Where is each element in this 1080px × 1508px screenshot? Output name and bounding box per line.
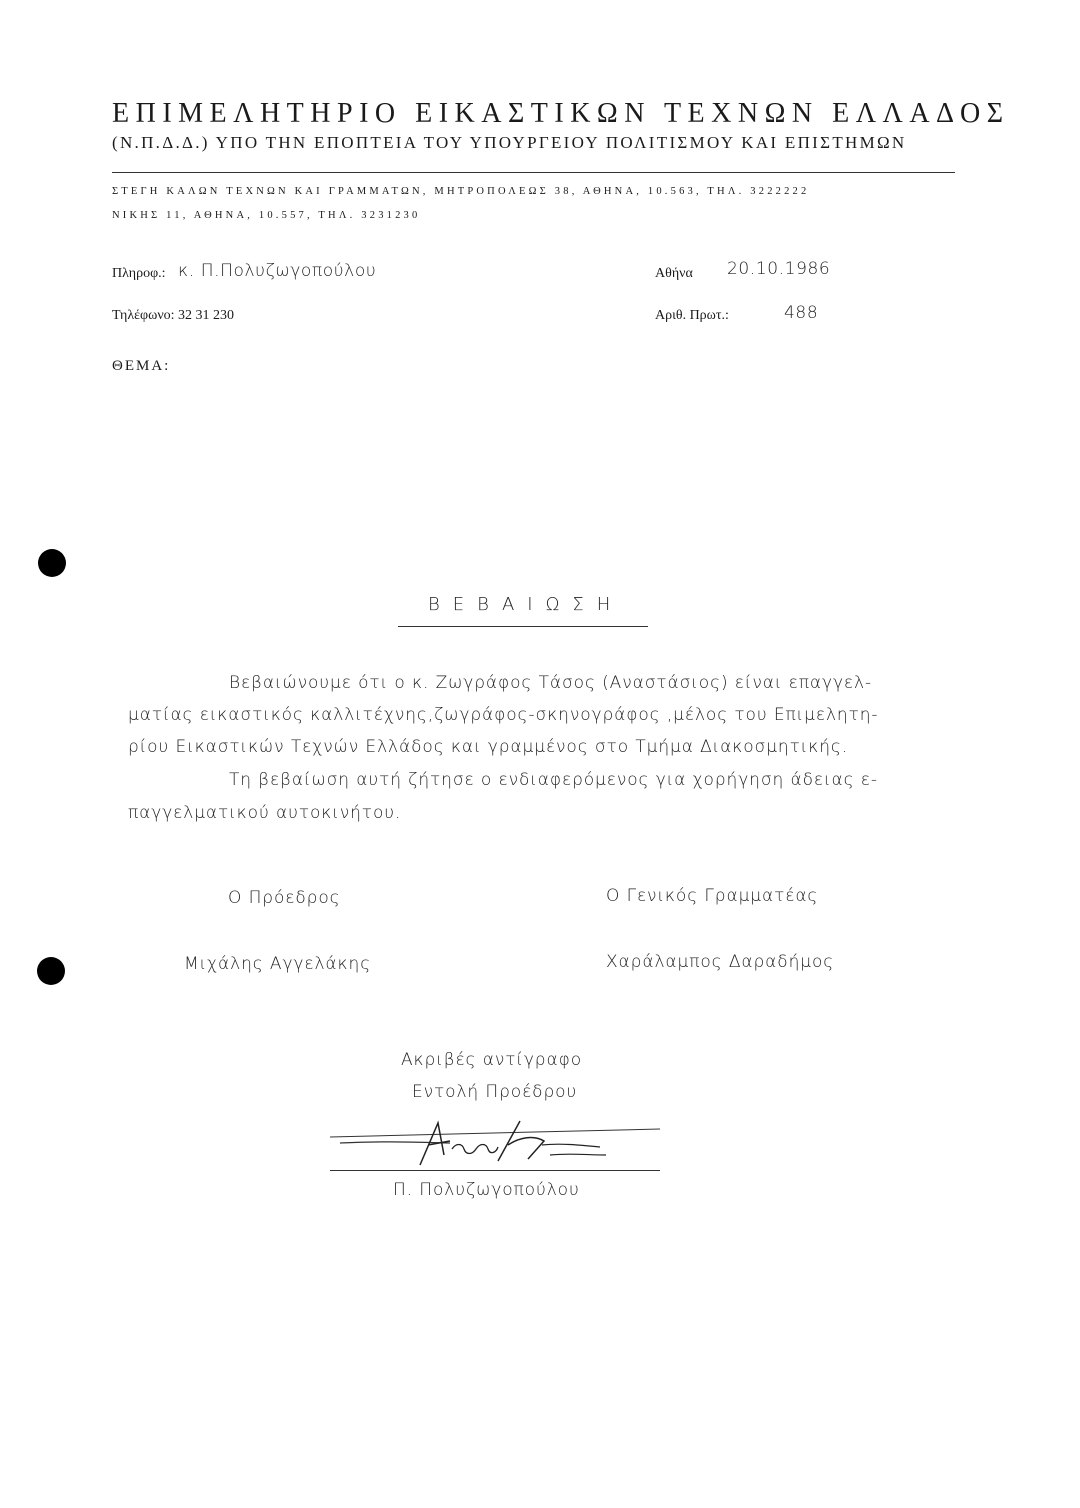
- body-line: Τη βεβαίωση αυτή ζήτησε ο ενδιαφερόμενος για χορήγηση άδειας ε-: [229, 770, 878, 790]
- letterhead-divider: [112, 172, 955, 173]
- president-title: Ο Πρόεδρος: [228, 888, 341, 908]
- phone-label: Τηλέφωνο: 32 31 230: [112, 308, 235, 323]
- copy-line-1: Ακριβές αντίγραφο: [401, 1050, 583, 1070]
- document-heading: ΒΕΒΑΙΩΣΗ: [428, 594, 624, 615]
- body-line: Βεβαιώνουμε ότι ο κ. Ζωγράφος Τάσος (Αναστάσιος) είναι επαγγελ-: [229, 673, 872, 693]
- letter-date: 20.10.1986: [727, 259, 831, 279]
- body-line: παγγελματικού αυτοκινήτου.: [128, 803, 402, 823]
- handwritten-signature: [320, 1115, 670, 1175]
- body-line: ματίας εικαστικός καλλιτέχνης,ζωγράφος-σκηνογράφος ,μέλος του Επιμελητη-: [128, 705, 879, 725]
- letterhead-address-2: ΝΙΚΗΣ 11, ΑΘΗΝΑ, 10.557, ΤΗΛ. 3231230: [112, 210, 421, 221]
- president-name: Μιχάλης Αγγελάκης: [184, 954, 372, 974]
- body-line: ρίου Εικαστικών Τεχνών Ελλάδος και γραμμένος στο Τμήμα Διακοσμητικής.: [128, 737, 849, 757]
- letterhead-title: ΕΠΙΜΕΛΗΤΗΡΙΟ ΕΙΚΑΣΤΙΚΩΝ ΤΕΧΝΩΝ ΕΛΛΑΔΟΣ: [112, 98, 1010, 129]
- info-value: κ. Π.Πολυζωγοπούλου: [178, 261, 377, 281]
- signature-line: [330, 1170, 660, 1171]
- binder-hole: [37, 957, 65, 985]
- copy-line-2: Εντολή Προέδρου: [412, 1082, 578, 1102]
- secretary-name: Χαράλαμπος Δαραδήμος: [606, 952, 835, 972]
- secretary-title: Ο Γενικός Γραμματέας: [606, 886, 819, 906]
- heading-underline: [398, 626, 648, 627]
- info-label: Πληροφ.:: [112, 266, 166, 281]
- protocol-number: 488: [784, 303, 819, 323]
- city-label: Αθήνα: [655, 266, 693, 281]
- binder-hole: [38, 549, 66, 577]
- subject-label: ΘΕΜΑ:: [112, 358, 171, 374]
- protocol-label: Αριθ. Πρωτ.:: [655, 308, 729, 323]
- letterhead-subtitle: (Ν.Π.Δ.Δ.) ΥΠΟ ΤΗΝ ΕΠΟΠΤΕΙΑ ΤΟΥ ΥΠΟΥΡΓΕΙΟΥ ΠΟΛΙΤΙΣΜΟΥ ΚΑΙ ΕΠΙΣΤΗΜΩΝ: [112, 133, 907, 152]
- signer-name: Π. Πολυζωγοπούλου: [393, 1180, 580, 1200]
- letterhead-address-1: ΣΤΕΓΗ ΚΑΛΩΝ ΤΕΧΝΩΝ ΚΑΙ ΓΡΑΜΜΑΤΩΝ, ΜΗΤΡΟΠΟΛΕΩΣ 38, ΑΘΗΝΑ, 10.563, ΤΗΛ. 3222222: [112, 186, 810, 197]
